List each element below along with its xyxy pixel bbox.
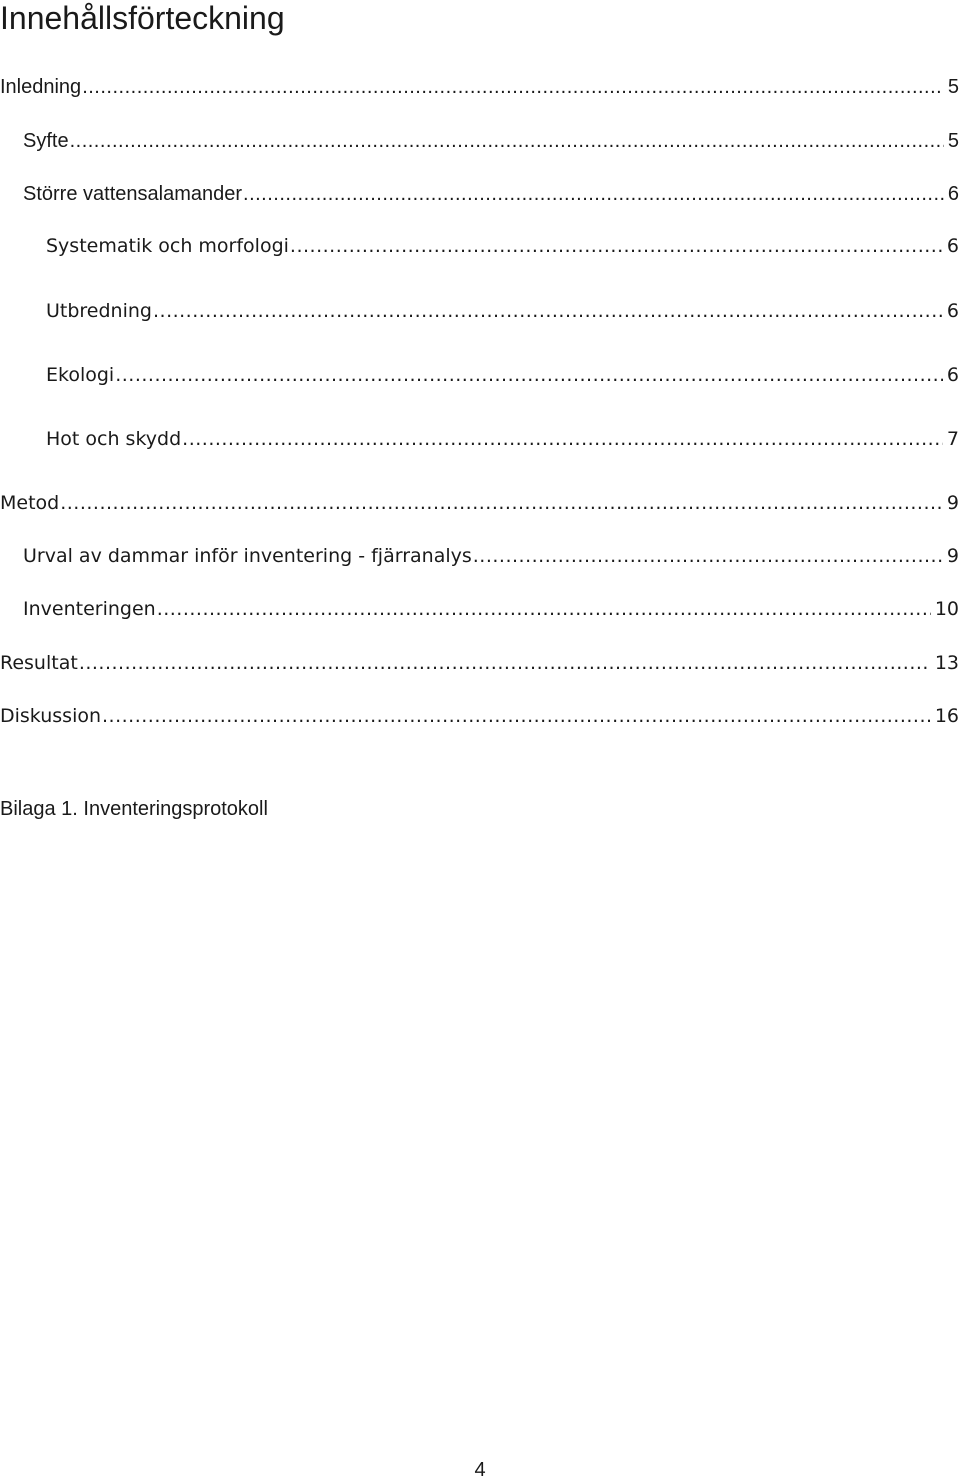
toc-entry-label: Större vattensalamander <box>23 183 243 205</box>
toc-entry-page: 9 <box>946 492 959 514</box>
toc-entry-diskussion[interactable] <box>0 703 959 729</box>
dot-leader <box>60 490 943 516</box>
toc-entry-page: 6 <box>946 300 959 322</box>
toc-entry-label: Systematik och morfologi <box>46 235 289 257</box>
dot-leader <box>79 650 931 676</box>
toc-entry-page: 6 <box>946 235 959 257</box>
toc-entry-syfte[interactable] <box>0 128 959 154</box>
toc-entry-hot-och-skydd[interactable] <box>0 426 959 452</box>
toc-entry-label: Inledning <box>0 76 82 98</box>
toc-entry-label: Resultat <box>0 652 78 674</box>
toc-entry-inledning[interactable] <box>0 74 959 100</box>
toc-entry-page: 5 <box>947 76 959 98</box>
toc-entry-page: 5 <box>947 130 959 152</box>
toc-entry-label: Ekologi <box>46 364 115 386</box>
toc-entry-inventeringen[interactable] <box>0 596 959 622</box>
toc-entry-label: Hot och skydd <box>46 428 182 450</box>
toc-entry-page: 6 <box>947 183 959 205</box>
toc-entry-resultat[interactable] <box>0 650 959 676</box>
toc-entry-label: Urval av dammar inför inventering - fjärranalys <box>23 545 472 567</box>
toc-entry-label: Utbredning <box>46 300 152 322</box>
toc-entry-urval-av-dammar[interactable] <box>0 543 959 569</box>
toc-entry-page: 13 <box>934 652 959 674</box>
dot-leader <box>102 703 931 729</box>
toc-entry-page: 7 <box>946 428 959 450</box>
toc-entry-label: Diskussion <box>0 705 102 727</box>
dot-leader <box>153 298 943 324</box>
toc-entry-storre-vattensalamander[interactable] <box>0 181 959 207</box>
dot-leader <box>473 543 943 569</box>
toc-entry-ekologi[interactable] <box>0 362 959 388</box>
toc-entry-label: Metod <box>0 492 60 514</box>
toc-entry-page: 6 <box>946 364 959 386</box>
dot-leader <box>243 181 944 207</box>
dot-leader <box>70 128 944 154</box>
toc-entry-page: 9 <box>946 545 959 567</box>
appendix-label: Bilaga 1. Inventeringsprotokoll <box>0 798 268 820</box>
toc-entry-label: Syfte <box>23 130 69 152</box>
dot-leader <box>82 74 944 100</box>
toc-entry-systematik-och-morfologi[interactable] <box>0 233 959 259</box>
toc-entry-page: 10 <box>934 598 959 620</box>
toc-entry-utbredning[interactable] <box>0 298 959 324</box>
toc-entry-page: 16 <box>934 705 959 727</box>
dot-leader <box>182 426 943 452</box>
dot-leader <box>157 596 931 622</box>
dot-leader <box>290 233 943 259</box>
toc-entry-label: Inventeringen <box>23 598 156 620</box>
toc-title: Innehållsförteckning <box>0 0 285 36</box>
dot-leader <box>115 362 943 388</box>
toc-entry-metod[interactable] <box>0 490 959 516</box>
page-number: 4 <box>474 1459 486 1481</box>
